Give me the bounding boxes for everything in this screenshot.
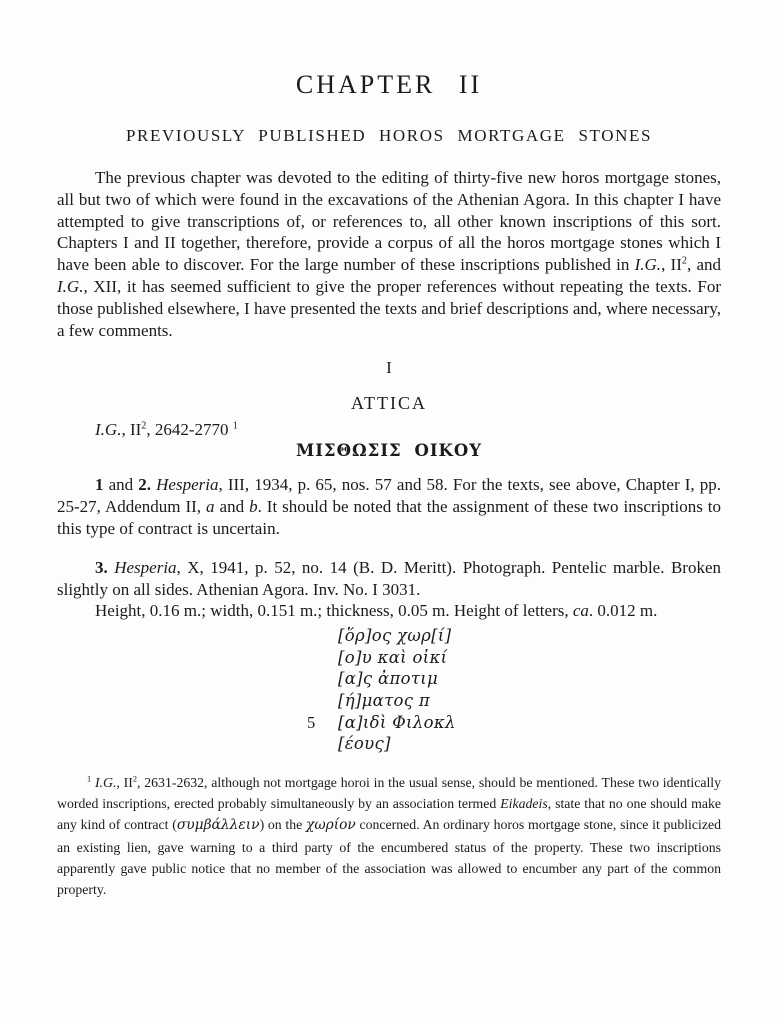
chapter-heading: CHAPTER II <box>295 70 483 99</box>
ig-reference: I.G., $II^2$, 2642-2770 $^1$ <box>95 420 238 440</box>
inscription-line-text: [ο]υ καὶ οἰκί <box>338 647 448 667</box>
intro-paragraph: The previous chapter was devoted to the editing of thirty-five new horos mortgage stones, all but two of which were found in the excavations of the Athenian Agora. In this chapter I have attempted to give transcriptions of, or references to, all other known inscriptions of this sort. Chapters I and II together, therefore, provide a corpus of all the horos mortgage stones which I have been able to discover. For the large number of these inscriptions published in I.G., $II^2$, and I.G., XII, it has seemed sufficient to give the proper references without repeating the texts. For those published elsewhere, I have presented the texts and brief descriptions and, where necessary, a few comments. <box>57 168 721 340</box>
inscription-line-number: 5 <box>307 712 316 732</box>
inscription-line-text: [έους] <box>338 734 391 754</box>
inscription-line <box>338 625 721 647</box>
inscription-line <box>307 712 721 734</box>
footnote: $^1$ I.G., $II^2$, 2631-2632, although not mortgage horoi in the usual sense, should be mentioned. These two identically worded inscriptions, erected probably simultaneously by an association termed Eikadeis, state that no one should make any kind of contract (συμβάλλειν) on the χωρίον concerned. An ordinary horos mortgage stone, since it publicized an existing lien, gave warning to a third party of the encumbered status of the property. These two inscriptions apparently gave public notice that no member of the association was allowed to encumber any part of the common property. <box>57 774 722 898</box>
chapter-subtitle: PREVIOUSLY PUBLISHED HOROS MORTGAGE STONES <box>125 126 653 145</box>
inscription-line-text: [ὅρ]ος χωρ[ί] <box>338 626 452 646</box>
inscription-line <box>338 733 721 755</box>
entry-1-2-paragraph: 1 and 2. Hesperia, III, 1934, p. 65, nos. 57 and 58. For the texts, see above, Chapter I, pp. 25-27, Addendum II, a and b. It should be noted that the assignment of these two inscriptions to this type of contract is uncertain. <box>57 475 722 538</box>
inscription-line <box>338 690 721 712</box>
inscription-line-text: [ή]ματος π <box>338 690 431 710</box>
entry-3-paragraph: 3. Hesperia, X, 1941, p. 52, no. 14 (B. D. Meritt). Photograph. Pentelic marble. Broken slightly on all sides. Athenian Agora. Inv. No. I 3031. <box>57 557 721 599</box>
inscription-block <box>307 625 721 755</box>
greek-section-heading: ΜΙΣΘΩΣΙΣ ΟΙΚΟΥ <box>295 441 483 461</box>
section-title: ATTICA <box>351 393 427 414</box>
inscription-line <box>338 668 721 690</box>
inscription-line-text: [α]ιδὶ Φιλοκλ <box>338 712 456 732</box>
section-number: I <box>386 358 392 378</box>
inscription-line-text: [α]ς ἀποτιμ <box>338 669 439 689</box>
inscription-line <box>338 647 721 669</box>
entry-3-dimensions: Height, 0.16 m.; width, 0.151 m.; thickness, 0.05 m. Height of letters, ca. 0.012 m. <box>95 601 658 621</box>
